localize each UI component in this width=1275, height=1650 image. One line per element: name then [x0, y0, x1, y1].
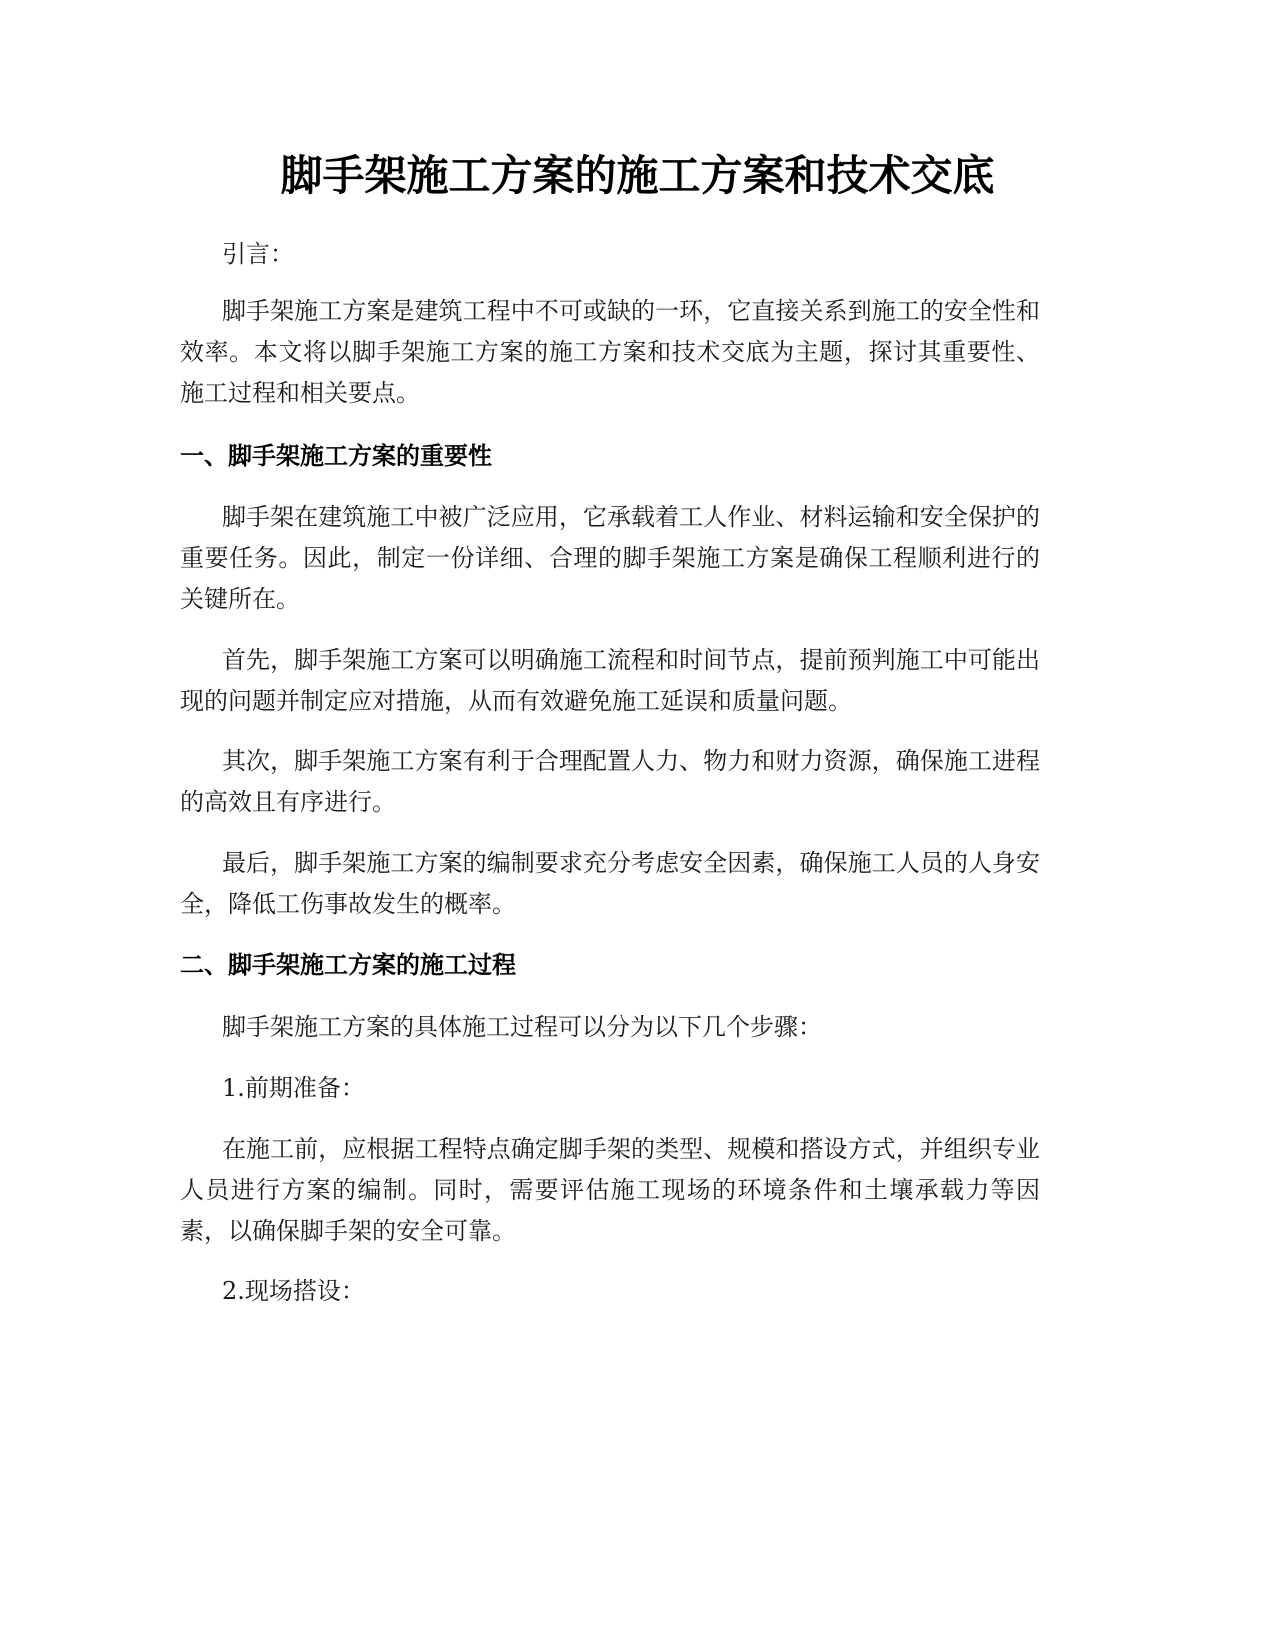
intro-paragraph: 脚手架施工方案是建筑工程中不可或缺的一环，它直接关系到施工的安全性和效率。本文将以脚手架施工方案的施工方案和技术交底为主题，探讨其重要性、施工过程和相关要点。 — [180, 297, 1040, 407]
section-2-step-label: 1.前期准备： — [222, 1074, 365, 1102]
section-1-paragraph: 首先，脚手架施工方案可以明确施工流程和时间节点，提前预判施工中可能出现的问题并制定应对措施，从而有效避免施工延误和质量问题。 — [180, 646, 1040, 715]
section-2-paragraph: 脚手架施工方案的具体施工过程可以分为以下几个步骤： — [222, 1013, 822, 1041]
section-1-paragraph: 脚手架在建筑施工中被广泛应用，它承载着工人作业、材料运输和安全保护的重要任务。因此，制定一份详细、合理的脚手架施工方案是确保工程顺利进行的关键所在。 — [180, 503, 1040, 613]
section-2-paragraph: 在施工前，应根据工程特点确定脚手架的类型、规模和搭设方式，并组织专业人员进行方案的编制。同时，需要评估施工现场的环境条件和土壤承载力等因素，以确保脚手架的安全可靠。 — [180, 1135, 1040, 1245]
section-1-paragraph: 最后，脚手架施工方案的编制要求充分考虑安全因素，确保施工人员的人身安全，降低工伤事故发生的概率。 — [180, 849, 1040, 918]
section-1-paragraph: 其次，脚手架施工方案有利于合理配置人力、物力和财力资源，确保施工进程的高效且有序进行。 — [180, 747, 1040, 816]
section-1-heading: 一、脚手架施工方案的重要性 — [180, 442, 492, 470]
section-2-heading: 二、脚手架施工方案的施工过程 — [180, 951, 516, 979]
intro-label: 引言： — [222, 240, 294, 268]
document-title: 脚手架施工方案的施工方案和技术交底 — [280, 151, 995, 200]
section-2-step-label: 2.现场搭设： — [222, 1277, 365, 1305]
